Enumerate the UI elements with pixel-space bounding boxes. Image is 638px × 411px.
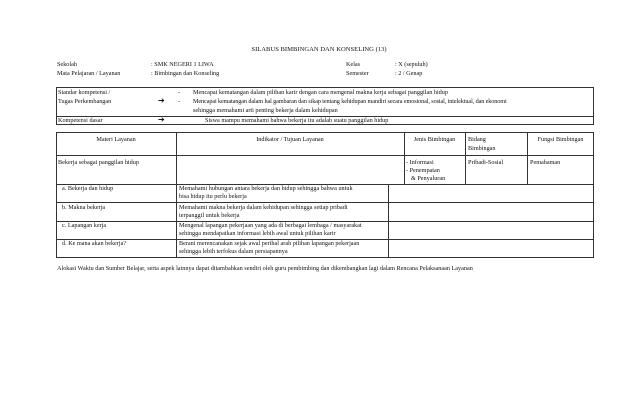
standar-dash-1: -: [178, 89, 181, 96]
standar-item-1: Mencapai kematangan dalam pilihan karir dengan cara mengenal makna kerja sebagai panggilan hidup: [193, 89, 448, 96]
fungsi-value: Pemahaman: [530, 159, 561, 166]
standar-item-3: sehingga memahami arti penting bekerja dalam kehidupan: [193, 107, 338, 114]
jenis-informasi: - Informasi: [406, 159, 434, 166]
document-title: SILABUS BIMBINGAN DAN KONSELING (13): [251, 46, 387, 53]
header-materi: Materi Layanan: [96, 136, 136, 143]
header-indikator: Indikator / Tujuan Layanan: [256, 136, 324, 143]
list-item-materi: c. Lapangan kerja: [62, 222, 107, 229]
list-item-materi: d. Ke mana akan bekerja?: [62, 240, 127, 247]
list-item-indikator: Berani merencanakan sejak awal perihal arah pilihan lapangan pekerjaan: [179, 240, 360, 247]
arrow-right-icon: ➔: [158, 115, 165, 124]
row-divider: [56, 155, 594, 156]
row-divider: [56, 202, 594, 203]
list-item-indikator: sehingga mendapatkan informasi lebih awal untuk pilihan karir: [179, 230, 336, 237]
header-jenis: Jenis Bimbingan: [413, 136, 456, 143]
kompetensi-dasar-label: Kompetensi dasar: [58, 117, 103, 124]
mapel-value: : Bimbingan dan Konseling: [151, 70, 220, 77]
bidang-value: Pribadi-Sosial: [468, 159, 504, 166]
header-fungsi: Fungsi Bimbingan: [537, 136, 584, 143]
list-item-indikator: terpanggil untuk bekerja: [179, 212, 240, 219]
kelas-value: : X (sepuluh): [395, 61, 428, 68]
header-bidang-2: Bimbingan: [468, 145, 496, 152]
jenis-penempatan: - Penempatan: [406, 167, 440, 174]
standar-item-2: Mencapai kematangan dalam hal gambaran dan sikap tentang kehidupan mandiri secara emosional, sosial, intelektual, dan ekonomi: [193, 98, 507, 105]
jenis-penyaluran: & Penyaluran: [411, 175, 446, 182]
standar-kompetensi-label: Standar kompetensi /: [58, 89, 111, 96]
main-materi: Bekerja sebagai panggilan hidup: [58, 159, 139, 166]
sekolah-label: Sekolah: [57, 61, 77, 68]
sekolah-value: : SMK NEGERI 1 LIWA: [151, 61, 214, 68]
col-divider: [465, 132, 466, 184]
mapel-label: Mata Pelajaran / Layanan: [57, 70, 121, 77]
list-item-indikator: sehingga lebih terfokus dalam persiapannya: [179, 248, 288, 255]
kompetensi-dasar-value: Siswa mampu memahami bahwa bekerja itu adalah suatu panggilan hidup: [205, 117, 389, 124]
standar-dash-2: -: [178, 98, 181, 105]
list-item-indikator: Memahami hubungan antara bekerja dan hidup sehingga bahwa untuk: [179, 185, 353, 192]
semester-value: : 2 / Genap: [395, 70, 423, 77]
list-item-indikator: Mengenal lapangan pekerjaan yang ada di berbagai lembaga / masyarakat: [179, 222, 362, 229]
kelas-label: Kelas: [346, 61, 361, 68]
list-item-materi: b. Makna bekerja: [62, 204, 106, 211]
list-item-indikator: Memahami makna bekerja dalam kehidupan sehingga setiap pribadi: [179, 204, 348, 211]
tugas-perkembangan-label: Tugas Perkembangan: [58, 98, 112, 105]
list-item-indikator: bisa hidup itu perlu bekerja: [179, 193, 247, 200]
list-item-materi: a. Bekerja dan hidup: [62, 185, 114, 192]
footer-note: Alokasi Waktu dan Sumber Belajar, serta aspek lainnya dapat ditambahkan sendiri oleh guru pembimbing dan dikembangkan lagi dalam Rencana Pelaksanaan Layanan: [57, 265, 473, 272]
arrow-right-icon: ➔: [158, 96, 165, 105]
semester-label: Semester: [346, 70, 369, 77]
header-bidang-1: Bidang: [468, 136, 486, 143]
